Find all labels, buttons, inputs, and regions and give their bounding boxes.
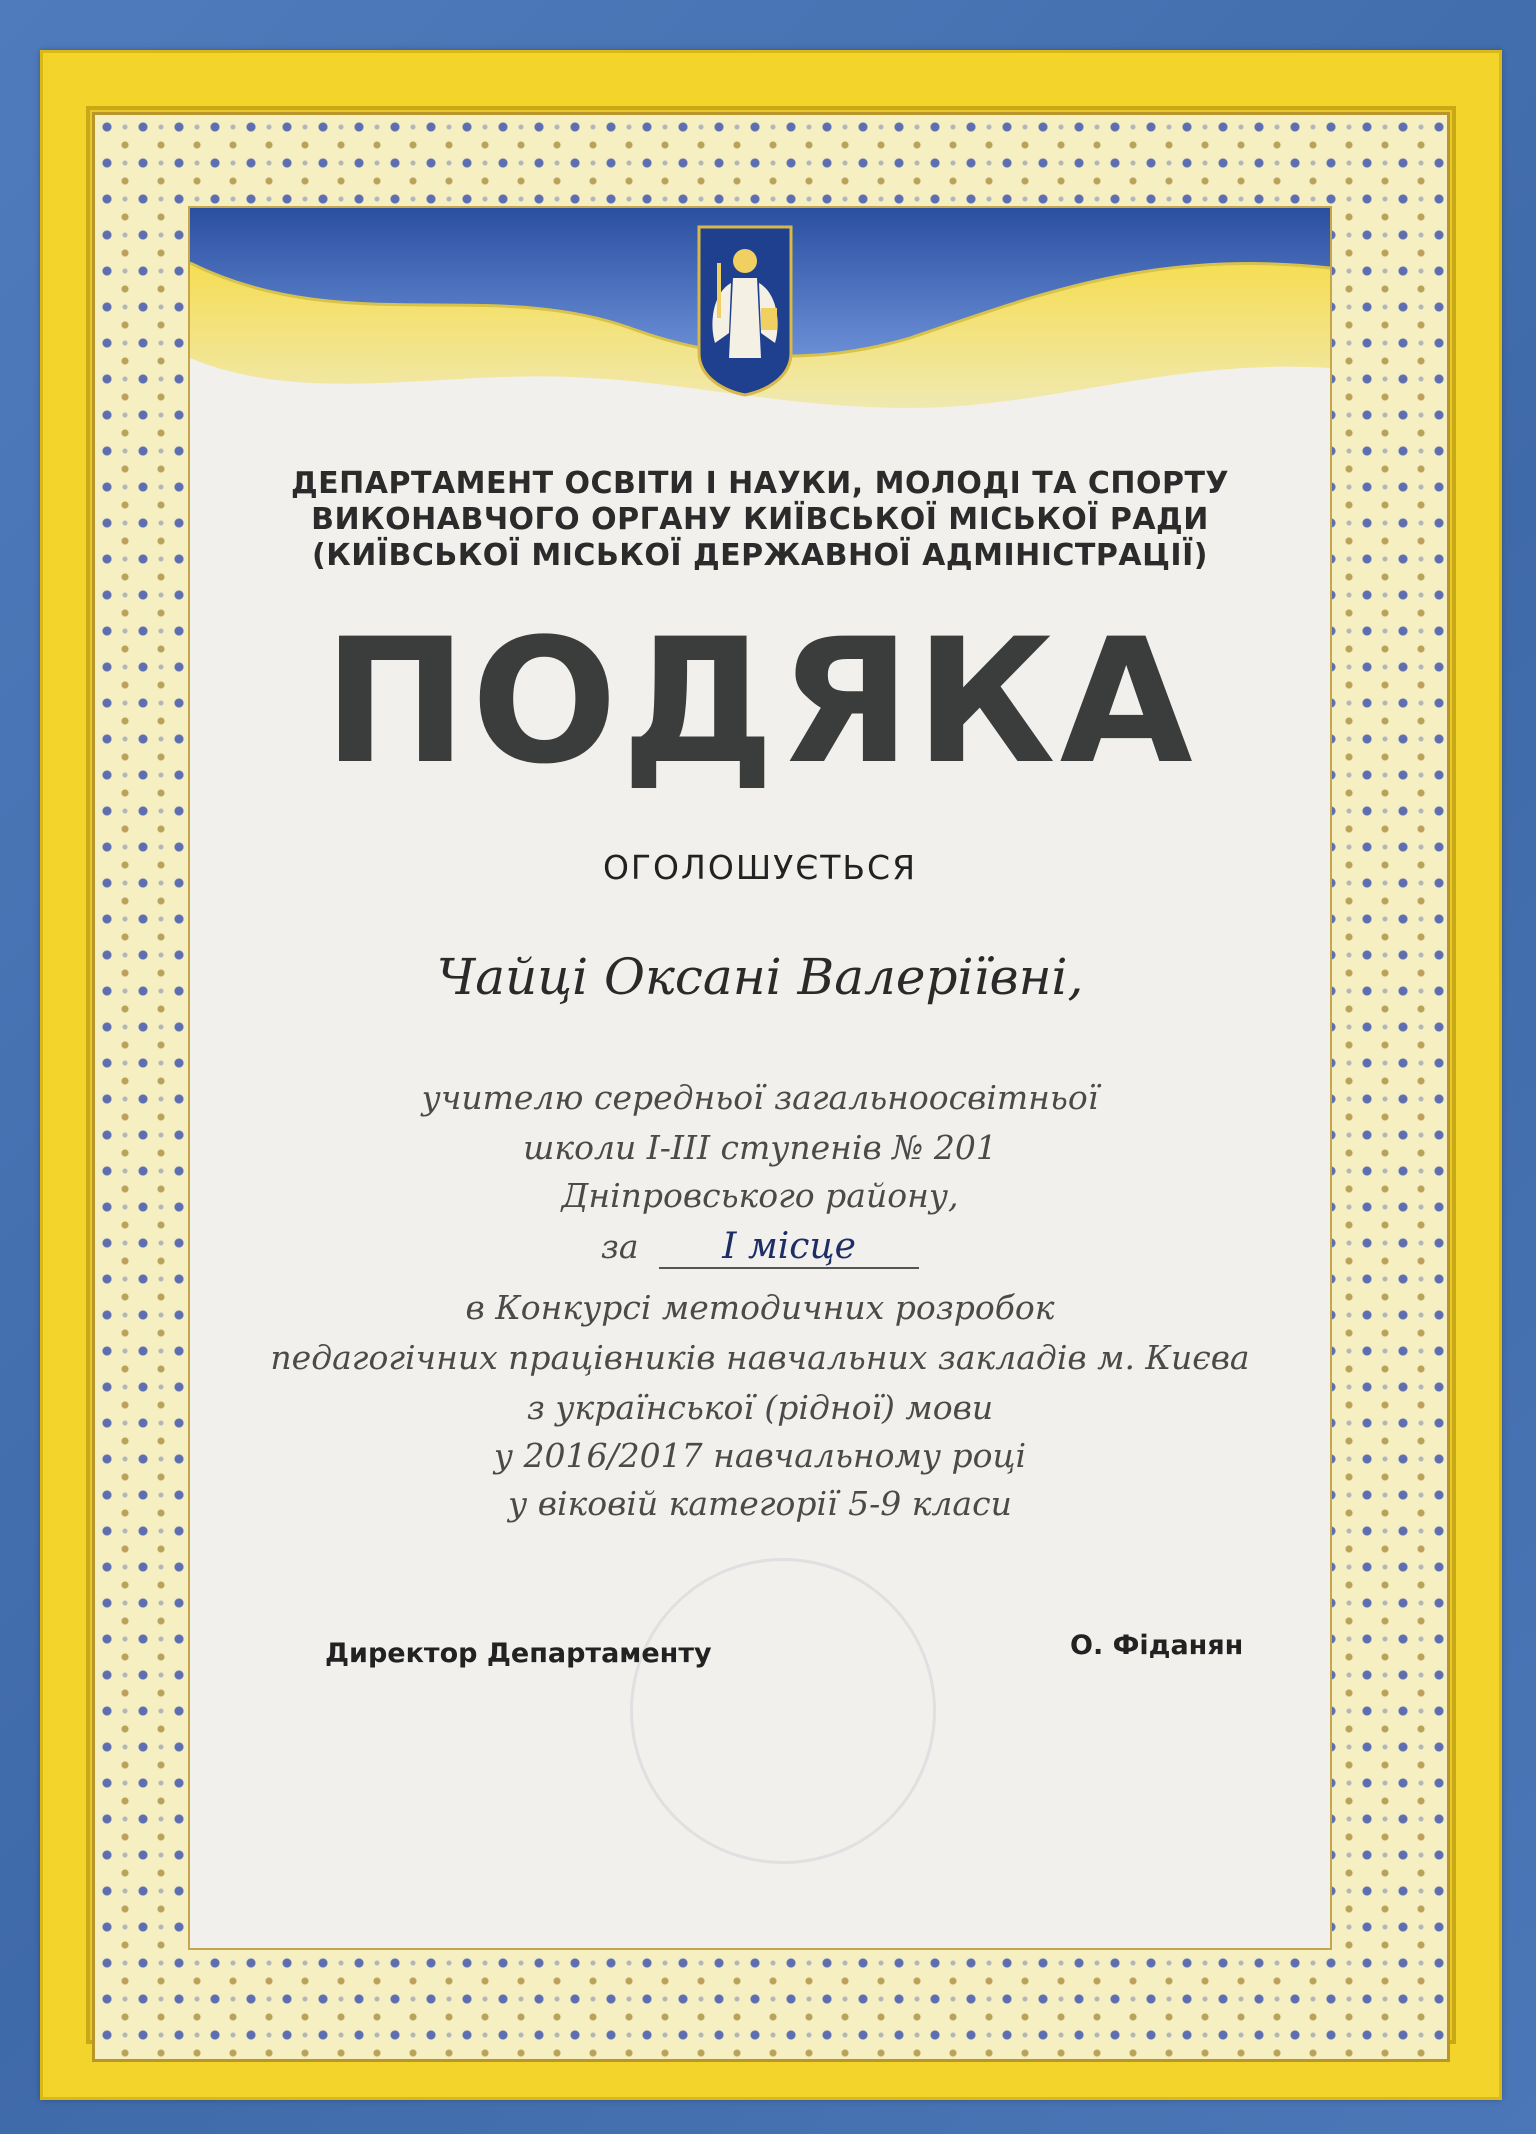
kyiv-coat-of-arms-icon	[695, 223, 795, 398]
body-line: Дніпровського району,	[561, 1176, 959, 1215]
department-line-3: (КИЇВСЬКОЇ МІСЬКОЇ ДЕРЖАВНОЇ АДМІНІСТРАЦІЇ)	[312, 538, 1208, 573]
body-line: у 2016/2017 навчальному році	[493, 1436, 1027, 1475]
body-line: в Конкурсі методичних розробок	[465, 1288, 1055, 1327]
certificate-title: ПОДЯКА	[323, 601, 1197, 802]
body-line: педагогічних працівників навчальних закладів м. Києва	[270, 1338, 1250, 1377]
body-line: з української (рідної) мови	[526, 1388, 994, 1427]
department-line-2: ВИКОНАВЧОГО ОРГАНУ КИЇВСЬКОЇ МІСЬКОЇ РАДИ	[311, 502, 1209, 537]
body-line: школи І-ІІІ ступенів № 201	[523, 1128, 997, 1167]
body-line: у віковій категорії 5-9 класи	[508, 1484, 1012, 1523]
announcement: ОГОЛОШУЄТЬСЯ	[602, 848, 918, 887]
signatory-title: Директор Департаменту	[325, 1638, 712, 1669]
flag-banner	[190, 208, 1330, 418]
signatory-name: О. Фіданян	[1070, 1630, 1244, 1661]
award-place-line	[190, 1226, 1330, 1269]
body-line: учителю середньої загальноосвітньої	[421, 1078, 1099, 1117]
faded-stamp	[630, 1558, 936, 1864]
department-line-1: ДЕПАРТАМЕНТ ОСВІТИ І НАУКИ, МОЛОДІ ТА СПОРТУ	[290, 466, 1230, 501]
recipient-name: Чайці Оксані Валеріївні,	[436, 948, 1084, 1006]
certificate-paper	[190, 208, 1330, 1948]
handwritten-place: І місце	[659, 1226, 919, 1269]
for-label: за	[600, 1227, 639, 1266]
